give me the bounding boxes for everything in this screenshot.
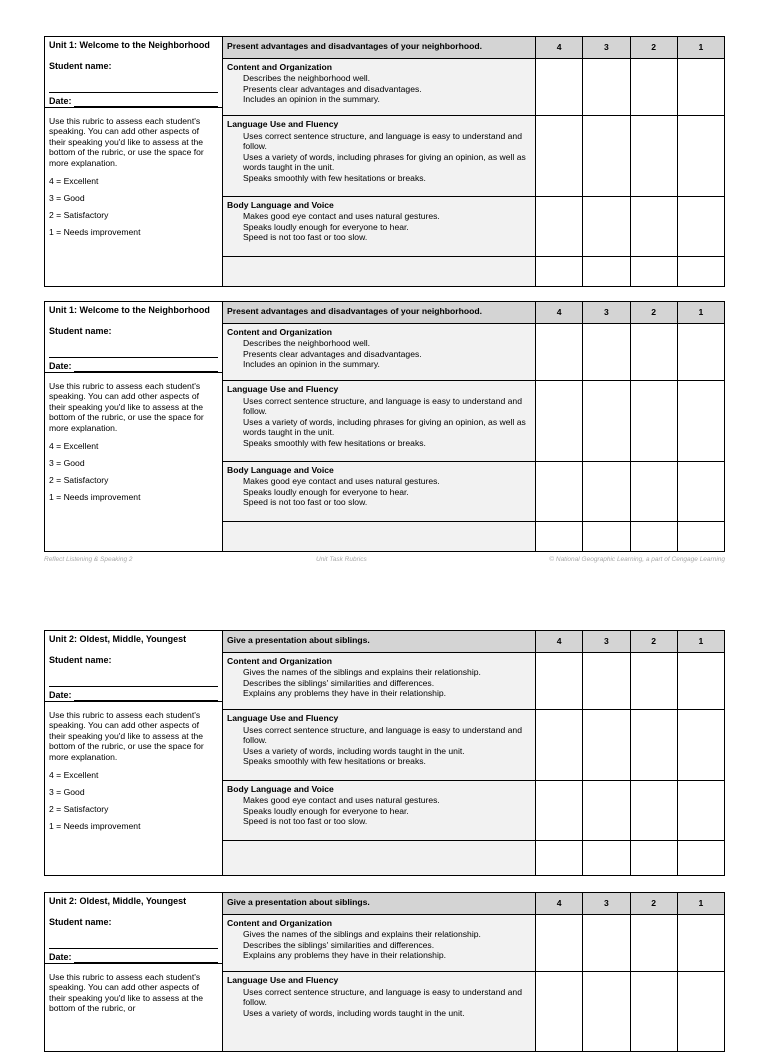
rating-scale-item: 4 = Excellent (49, 441, 99, 452)
criterion-title: Content and Organization (227, 326, 333, 337)
date-label: Date: (49, 96, 72, 106)
additional-criterion-row (223, 257, 724, 286)
score-cell[interactable] (631, 257, 678, 286)
score-cell[interactable] (583, 324, 630, 381)
footer-right: © National Geographic Learning, a part of Cengage Learning (549, 556, 725, 563)
criterion-description (223, 381, 536, 460)
student-name-label: Student name: (49, 917, 112, 927)
criterion-description (223, 781, 536, 841)
criterion-title: Content and Organization (227, 655, 333, 666)
score-cell[interactable] (583, 197, 630, 257)
criterion-item: Uses correct sentence structure, and language is easy to understand and follow. (243, 395, 522, 417)
footer-center: Unit Task Rubrics (316, 556, 367, 563)
criterion-row (223, 972, 724, 1051)
criterion-description (223, 972, 536, 1051)
criterion-title: Language Use and Fluency (227, 384, 339, 395)
criterion-item: Describes the neighborhood well. (243, 338, 371, 349)
score-cell[interactable] (583, 915, 630, 971)
score-cell[interactable] (631, 59, 678, 116)
rubric-1 (44, 36, 725, 287)
divider (45, 107, 222, 108)
instructions-text: Use this rubric to assess each student's speaking. You can add other aspects of their speaking you'd like to assess at the bottom of the rubric, or use the space for more explanation. (49, 710, 204, 762)
score-header: 2 (631, 893, 678, 914)
score-header: 3 (583, 37, 630, 58)
score-cell[interactable] (631, 197, 678, 257)
score-cell[interactable] (536, 381, 583, 460)
student-name-field[interactable] (49, 337, 218, 358)
score-cell[interactable] (631, 653, 678, 710)
criterion-title: Content and Organization (227, 61, 333, 72)
criterion-item: Uses a variety of words, including words taught in the unit. (243, 745, 465, 756)
criterion-item: Speed is not too fast or too slow. (243, 232, 368, 243)
date-label: Date: (49, 690, 72, 700)
score-cell[interactable] (536, 522, 583, 551)
score-cell[interactable] (536, 59, 583, 116)
unit-title: Unit 1: Welcome to the Neighborhood (49, 305, 210, 315)
rating-scale-item: 1 = Needs improvement (49, 227, 141, 238)
criterion-item: Uses a variety of words, including words taught in the unit. (243, 1007, 465, 1018)
criterion-description (223, 462, 536, 522)
student-name-field[interactable] (49, 666, 218, 687)
score-cell[interactable] (536, 915, 583, 971)
date-line (74, 96, 218, 107)
score-cell[interactable] (678, 522, 724, 551)
rubric-info-panel (45, 893, 223, 1051)
criterion-item: Uses correct sentence structure, and language is easy to understand and follow. (243, 986, 522, 1008)
score-cell[interactable] (536, 972, 583, 1051)
criterion-row (223, 59, 724, 117)
rating-scale-item: 3 = Good (49, 787, 85, 798)
score-cell[interactable] (631, 781, 678, 841)
score-cell[interactable] (583, 257, 630, 286)
criterion-row (223, 710, 724, 780)
score-cell[interactable] (631, 381, 678, 460)
score-cell[interactable] (678, 116, 724, 195)
score-cell[interactable] (583, 116, 630, 195)
rubric-grid (223, 37, 724, 286)
student-name-field[interactable] (49, 72, 218, 93)
criterion-item: Gives the names of the siblings and explains their relationship. (243, 929, 481, 940)
score-header: 2 (631, 302, 678, 323)
rating-scale-item: 2 = Satisfactory (49, 804, 109, 815)
score-cell[interactable] (631, 915, 678, 971)
criterion-title: Content and Organization (227, 917, 333, 928)
page-footer (44, 556, 725, 568)
criterion-item: Uses correct sentence structure, and language is easy to understand and follow. (243, 130, 522, 152)
score-cell[interactable] (536, 116, 583, 195)
date-label: Date: (49, 361, 72, 371)
score-cell[interactable] (678, 653, 724, 710)
score-cell[interactable] (536, 462, 583, 522)
date-line (74, 690, 218, 701)
score-cell[interactable] (678, 915, 724, 971)
rubric-header-row (223, 893, 724, 915)
criterion-item: Speaks smoothly with few hesitations or breaks. (243, 172, 426, 183)
score-cell[interactable] (678, 972, 724, 1051)
score-cell[interactable] (678, 841, 724, 875)
date-field[interactable] (49, 95, 218, 107)
date-label: Date: (49, 952, 72, 962)
criterion-item: Uses a variety of words, including phrases for giving an opinion, as well as words taught in the unit. (243, 416, 526, 438)
criterion-item: Speed is not too fast or too slow. (243, 816, 368, 827)
divider (45, 963, 222, 964)
criterion-row (223, 116, 724, 196)
rating-scale-item: 4 = Excellent (49, 176, 99, 187)
rubric-4 (44, 892, 725, 1052)
footer-left: Reflect Listening & Speaking 2 (44, 556, 133, 563)
criterion-title: Language Use and Fluency (227, 119, 339, 130)
unit-title: Unit 2: Oldest, Middle, Youngest (49, 634, 187, 644)
task-title: Present advantages and disadvantages of your neighborhood. (223, 302, 536, 323)
criterion-item: Makes good eye contact and uses natural gestures. (243, 211, 440, 222)
criterion-item: Uses a variety of words, including phrases for giving an opinion, as well as words taught in the unit. (243, 151, 526, 173)
criterion-item: Explains any problems they have in their relationship. (243, 688, 447, 699)
score-cell[interactable] (536, 653, 583, 710)
score-header: 3 (583, 631, 630, 652)
score-header: 4 (536, 631, 583, 652)
rating-scale-item: 1 = Needs improvement (49, 821, 141, 832)
criterion-item: Includes an opinion in the summary. (243, 94, 380, 105)
rating-scale (49, 176, 218, 244)
criterion-description (223, 710, 536, 779)
score-header: 1 (678, 302, 724, 323)
criterion-description (223, 197, 536, 257)
score-cell[interactable] (583, 781, 630, 841)
score-header: 3 (583, 893, 630, 914)
rubric-grid (223, 302, 724, 551)
score-cell[interactable] (536, 710, 583, 779)
criterion-description (223, 59, 536, 116)
criterion-item: Presents clear advantages and disadvantages. (243, 83, 422, 94)
student-name-field[interactable] (49, 928, 218, 949)
rubric-grid (223, 893, 724, 1051)
score-header: 2 (631, 37, 678, 58)
additional-criterion-field[interactable] (223, 522, 536, 551)
date-line (74, 361, 218, 372)
rubric-header-row (223, 302, 724, 324)
rubric-header-row (223, 37, 724, 59)
rating-scale-item: 3 = Good (49, 458, 85, 469)
score-cell[interactable] (678, 381, 724, 460)
student-name-label: Student name: (49, 326, 112, 336)
score-cell[interactable] (536, 324, 583, 381)
score-cell[interactable] (631, 710, 678, 779)
rating-scale-item: 3 = Good (49, 193, 85, 204)
additional-criterion-field[interactable] (223, 841, 536, 875)
rubric-info-panel (45, 302, 223, 551)
student-name-label: Student name: (49, 655, 112, 665)
student-name-label: Student name: (49, 61, 112, 71)
score-header: 1 (678, 37, 724, 58)
instructions-text: Use this rubric to assess each student's speaking. You can add other aspects of their speaking you'd like to assess at the bottom of the rubric, or use the space for more explanation. (49, 116, 204, 168)
score-cell[interactable] (678, 59, 724, 116)
rubric-info-panel (45, 37, 223, 286)
score-cell[interactable] (536, 197, 583, 257)
score-cell[interactable] (583, 972, 630, 1051)
criterion-title: Language Use and Fluency (227, 975, 339, 986)
criterion-row (223, 462, 724, 523)
additional-criterion-row (223, 522, 724, 551)
score-header: 1 (678, 631, 724, 652)
criterion-item: Gives the names of the siblings and explains their relationship. (243, 667, 481, 678)
criterion-title: Body Language and Voice (227, 783, 334, 794)
rating-scale-item: 2 = Satisfactory (49, 210, 109, 221)
score-cell[interactable] (536, 781, 583, 841)
divider (45, 701, 222, 702)
criterion-item: Speaks smoothly with few hesitations or breaks. (243, 756, 426, 767)
score-cell[interactable] (583, 710, 630, 779)
score-header: 1 (678, 893, 724, 914)
instructions-text: Use this rubric to assess each student's speaking. You can add other aspects of their speaking you'd like to assess at the bottom of the rubric, or use the space for more explanation. (49, 381, 204, 433)
instructions-text: Use this rubric to assess each student's speaking. You can add other aspects of their speaking you'd like to assess at the bottom of the rubric, or (49, 972, 204, 1014)
score-cell[interactable] (536, 841, 583, 875)
criterion-item: Presents clear advantages and disadvantages. (243, 348, 422, 359)
score-cell[interactable] (678, 257, 724, 286)
score-header: 4 (536, 37, 583, 58)
criterion-description (223, 116, 536, 195)
criterion-title: Body Language and Voice (227, 199, 334, 210)
rating-scale-item: 4 = Excellent (49, 770, 99, 781)
rubric-header-row (223, 631, 724, 653)
criterion-row (223, 781, 724, 842)
criterion-description (223, 324, 536, 381)
additional-criterion-row (223, 841, 724, 875)
task-title: Give a presentation about siblings. (223, 631, 536, 652)
criterion-title: Body Language and Voice (227, 464, 334, 475)
criterion-item: Describes the neighborhood well. (243, 73, 371, 84)
criterion-description (223, 915, 536, 971)
criterion-item: Explains any problems they have in their relationship. (243, 950, 447, 961)
rubric-2 (44, 301, 725, 552)
score-cell[interactable] (583, 381, 630, 460)
criterion-item: Includes an opinion in the summary. (243, 359, 380, 370)
rating-scale (49, 770, 218, 838)
criterion-item: Speaks loudly enough for everyone to hear. (243, 486, 409, 497)
date-field[interactable] (49, 951, 218, 963)
date-field[interactable] (49, 689, 218, 701)
rubric-grid (223, 631, 724, 875)
criterion-row (223, 324, 724, 382)
additional-criterion-field[interactable] (223, 257, 536, 286)
score-cell[interactable] (583, 462, 630, 522)
rubric-3 (44, 630, 725, 876)
date-line (74, 952, 218, 963)
score-cell[interactable] (678, 781, 724, 841)
score-cell[interactable] (536, 257, 583, 286)
criterion-row (223, 197, 724, 258)
criterion-item: Speed is not too fast or too slow. (243, 497, 368, 508)
unit-title: Unit 2: Oldest, Middle, Youngest (49, 896, 187, 906)
score-header: 4 (536, 302, 583, 323)
criterion-item: Uses correct sentence structure, and language is easy to understand and follow. (243, 724, 522, 746)
score-header: 3 (583, 302, 630, 323)
criterion-row (223, 381, 724, 461)
criterion-item: Speaks smoothly with few hesitations or breaks. (243, 437, 426, 448)
rubric-info-panel (45, 631, 223, 875)
divider (45, 372, 222, 373)
task-title: Give a presentation about siblings. (223, 893, 536, 914)
criterion-item: Describes the siblings' similarities and differences. (243, 677, 435, 688)
criterion-row (223, 653, 724, 711)
score-cell[interactable] (631, 522, 678, 551)
score-cell[interactable] (583, 59, 630, 116)
criterion-item: Makes good eye contact and uses natural gestures. (243, 795, 440, 806)
score-header: 4 (536, 893, 583, 914)
score-cell[interactable] (678, 462, 724, 522)
score-header: 2 (631, 631, 678, 652)
criterion-description (223, 653, 536, 710)
date-field[interactable] (49, 360, 218, 372)
task-title: Present advantages and disadvantages of your neighborhood. (223, 37, 536, 58)
criterion-item: Speaks loudly enough for everyone to hear. (243, 221, 409, 232)
score-cell[interactable] (678, 710, 724, 779)
score-cell[interactable] (583, 841, 630, 875)
score-cell[interactable] (631, 116, 678, 195)
score-cell[interactable] (583, 653, 630, 710)
rating-scale-item: 2 = Satisfactory (49, 475, 109, 486)
score-cell[interactable] (631, 324, 678, 381)
rating-scale-item: 1 = Needs improvement (49, 492, 141, 503)
criterion-item: Describes the siblings' similarities and differences. (243, 939, 435, 950)
score-cell[interactable] (631, 841, 678, 875)
score-cell[interactable] (583, 522, 630, 551)
unit-title: Unit 1: Welcome to the Neighborhood (49, 40, 210, 50)
score-cell[interactable] (678, 324, 724, 381)
score-cell[interactable] (678, 197, 724, 257)
score-cell[interactable] (631, 972, 678, 1051)
criterion-item: Speaks loudly enough for everyone to hear. (243, 805, 409, 816)
criterion-title: Language Use and Fluency (227, 713, 339, 724)
criterion-row (223, 915, 724, 972)
rating-scale (49, 441, 218, 509)
score-cell[interactable] (631, 462, 678, 522)
criterion-item: Makes good eye contact and uses natural gestures. (243, 476, 440, 487)
